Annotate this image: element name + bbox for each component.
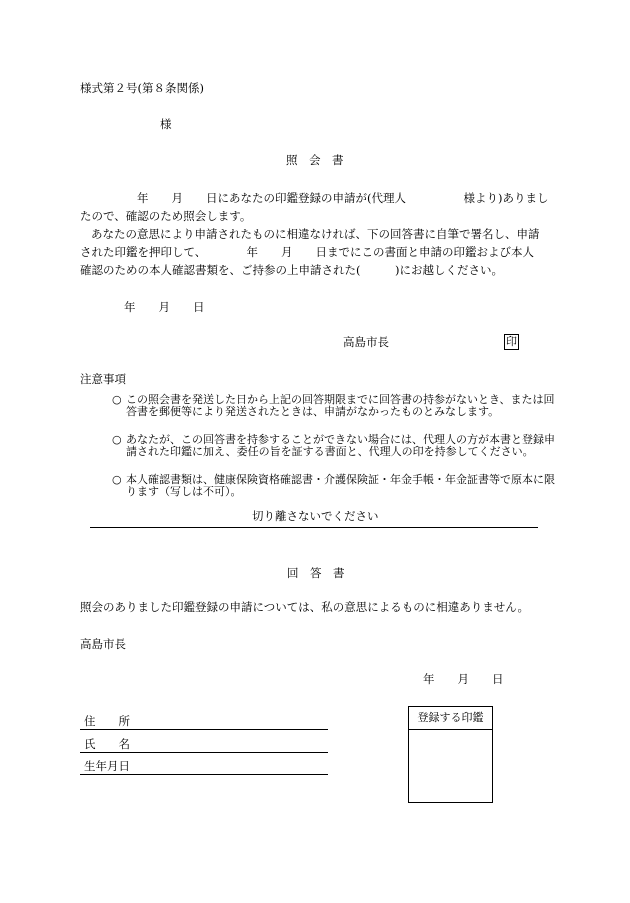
seal-mark: 印: [506, 335, 517, 348]
inquiry-title: 照 会 書: [286, 153, 344, 167]
paragraph2-line3: 確認のための本人確認書類を、ご持参の上申請された( )にお越しください。: [80, 263, 503, 277]
note-text: この照会書を発送した日から上記の回答期限までに回答書の持参がないとき、または回答書を郵便等により発送されたときは、申請がなかったものとみなします。: [126, 393, 555, 418]
reply-addressee: 高島市長: [80, 637, 126, 651]
addressee-suffix: 様: [160, 117, 172, 131]
reply-date: 年 月 日: [423, 672, 504, 686]
name-label: 氏 名: [84, 737, 130, 751]
paragraph1-line1: 年 月 日にあなたの印鑑登録の申請が(代理人 様より)ありまし: [137, 191, 549, 205]
reply-statement: 照会のありました印鑑登録の申請については、私の意思によるものに相違ありません。: [80, 600, 529, 614]
cut-line-text: 切り離さないでください: [252, 509, 379, 523]
note-item: [112, 434, 562, 458]
address-field[interactable]: [80, 713, 328, 730]
circle-bullet-icon: ○: [112, 433, 122, 446]
issue-date: 年 月 日: [124, 300, 205, 314]
birthdate-field[interactable]: [80, 758, 328, 775]
mayor-title: 高島市長: [343, 335, 389, 349]
cut-line: [90, 527, 538, 528]
note-item: [112, 394, 562, 418]
circle-bullet-icon: ○: [112, 393, 122, 406]
name-field[interactable]: [80, 736, 328, 753]
paragraph2-line1: あなたの意思により申請されたものに相違なければ、下の回答書に自筆で署名し、申請: [91, 227, 540, 241]
note-item: [112, 474, 562, 498]
reply-title: 回 答 書: [287, 566, 345, 580]
circle-bullet-icon: ○: [112, 473, 122, 486]
note-text: 本人確認書類は、健康保険資格確認書・介護保険証・年金手帳・年金証書等で原本に限ります（写しは不可）。: [126, 473, 555, 498]
paragraph2-line2: された印鑑を押印して、 年 月 日までにこの書面と申請の印鑑および本人: [80, 245, 535, 259]
paragraph1-line2: たので、確認のため照会します。: [80, 209, 252, 223]
birthdate-label: 生年月日: [84, 759, 130, 773]
registered-seal-box[interactable]: [408, 706, 493, 803]
form-number: 様式第２号(第８条関係): [80, 81, 204, 95]
notes-heading: 注意事項: [80, 372, 126, 386]
address-label: 住 所: [84, 714, 130, 728]
seal-box-label: 登録する印鑑: [409, 707, 492, 730]
note-text: あなたが、この回答書を持参することができない場合には、代理人の方が本書と登録申請された印鑑に加え、委任の旨を証する書面と、代理人の印を持参してください。: [126, 433, 555, 458]
